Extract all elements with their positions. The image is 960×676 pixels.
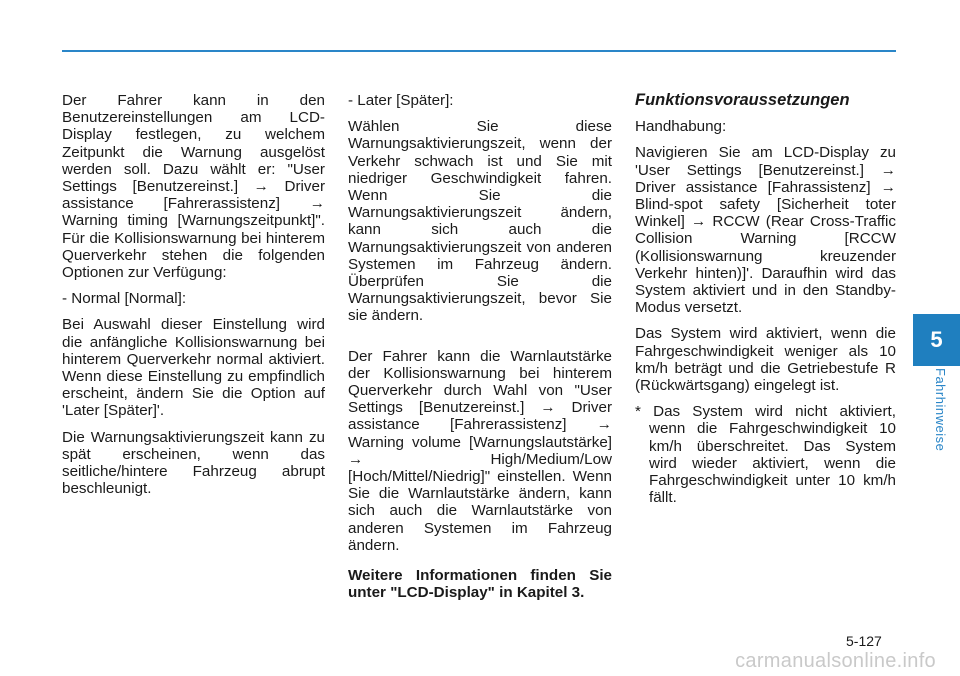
paragraph: Bei Auswahl dieser Einstellung wird die anfängliche Kollisionswarnung bei hinterem Querverkehr normal aktiviert. Wenn diese Einstellung zu empfindlich erscheint, ändern Sie die Option auf 'Later [Später]'. (62, 316, 325, 420)
column-1 (62, 92, 325, 506)
paragraph: Die Warnungsaktivierungszeit kann zu spät erscheinen, wenn das seitliche/hintere Fahrzeug abrupt beschleunigt. (62, 428, 325, 498)
paragraph: Handhabung: (635, 118, 727, 136)
column-2 (348, 92, 612, 610)
option-later-label: - Later [Später]: (348, 92, 454, 109)
page-number: 5-127 (846, 633, 882, 649)
reference-note: Weitere Informationen finden Sie unter "LCD-Display" in Kapitel 3. (348, 567, 612, 602)
option-normal-label: - Normal [Normal]: (62, 290, 187, 308)
section-heading: Funktionsvoraussetzungen (635, 91, 850, 109)
column-3 (635, 92, 896, 515)
paragraph: Der Fahrer kann die Warnlautstärke der Kollisionswarnung bei hinterem Querverkehr durch Wahl von "User Settings [Benutzereinst.] → Driver assistance [Fahrerassistenz] → Warning volume [Warnungslautstärke] → High/Medium/Low [Hoch/Mittel/Niedrig]" einstellen. Wenn Sie die Warnlautstärke ändern, kann sich auch die Warnlautstärke von anderen Systemen im Fahrzeug ändern. (348, 347, 612, 554)
paragraph: Der Fahrer kann in den Benutzereinstellungen am LCD-Display festlegen, zu welchem Zeitpunkt die Warnung ausgelöst werden soll. Dazu wählt er: "User Settings [Benutzereinst.] → Driver assistance [Fahrerassistenz] → Warning timing [Warnungszeitpunkt]". Für die Kollisionswarnung bei hinterem Querverkehr stehen die folgenden Optionen zur Verfügung: (62, 92, 325, 282)
chapter-label: Fahrhinweise (933, 368, 948, 452)
top-rule (62, 50, 896, 52)
paragraph: Wählen Sie diese Warnungsaktivierungszeit, wenn der Verkehr schwach ist und Sie mit niedriger Geschwindigkeit fahren. Wenn Sie die Warnungsaktivierungszeit ändern, kann sich auch die Warnungsaktivierungszeit von anderen Systemen im Fahrzeug ändern. Überprüfen Sie die Warnungsaktivierungszeit, bevor Sie sie ändern. (348, 118, 612, 325)
watermark: carmanualsonline.info (735, 650, 936, 672)
paragraph: Das System wird aktiviert, wenn die Fahrgeschwindigkeit weniger als 10 km/h beträgt und die Getriebestufe R (Rückwärtsgang) eingelegt ist. (635, 325, 896, 395)
chapter-tab: 5 (913, 314, 960, 366)
paragraph: Navigieren Sie am LCD-Display zu 'User Settings [Benutzereinst.] → Driver assistance [Fahrassistenz] → Blind-spot safety [Sicherheit toter Winkel] → RCCW (Rear Cross-Traffic Collision Warning [RCCW (Kollisionswarnung kreuzender Verkehr hinten)]'. Daraufhin wird das System aktiviert und in den Standby-Modus versetzt. (635, 144, 896, 317)
footnote: * Das System wird nicht aktiviert, wenn die Fahrgeschwindigkeit 10 km/h überschreitet. Das System wird wieder aktiviert, wenn die Fahrgeschwindigkeit unter 10 km/h fällt. (635, 403, 896, 507)
